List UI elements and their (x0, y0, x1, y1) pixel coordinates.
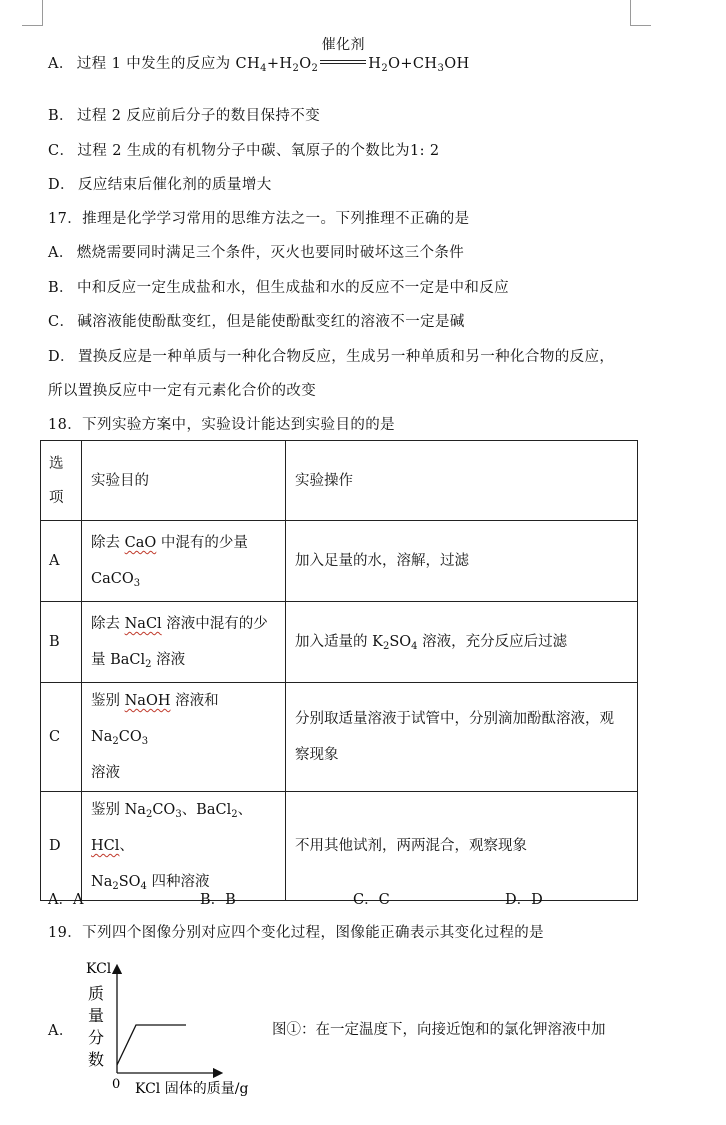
q17-option-d-continued: 所以置换反应中一定有元素化合价的改变 (48, 383, 317, 399)
q19-stem: 19．下列四个图像分别对应四个变化过程，图像能正确表示其变化过程的是 (48, 925, 545, 941)
experiment-table (40, 440, 638, 901)
row-operation: 不用其他试剂，两两混合，观察现象 (286, 792, 638, 901)
q17-option-a (48, 241, 464, 262)
table-row (41, 521, 638, 602)
option-label: B． (48, 280, 74, 296)
catalyst-equal-sign (320, 37, 366, 70)
kcl-mass-fraction-graph (80, 955, 270, 1100)
answer-choice-b[interactable]: B．B (200, 892, 236, 908)
option-label: D． (48, 177, 75, 193)
option-label: C． (48, 143, 75, 159)
row-aim: 除去 CaO 中混有的少量 CaCO$_3$ (82, 521, 286, 602)
table-row (41, 792, 638, 901)
equation-text: O+CH (388, 56, 438, 72)
row-operation: 加入适量的 $K_2SO_4$ 溶液，充分反应后过滤 (286, 602, 638, 683)
subscript: 2 (311, 63, 319, 74)
x-axis-label: KCl 固体的质量/g (135, 1081, 249, 1097)
option-text: 燃烧需要同时满足三个条件，灭火也要同时破坏这三个条件 (76, 245, 465, 261)
y-axis-label-top: KCl (86, 961, 112, 977)
option-text: 碱溶液能使酚酞变红，但是能使酚酞变红的溶液不一定是碱 (77, 314, 465, 330)
y-axis-label-char: 量 (88, 1006, 105, 1025)
option-text: 置换反应是一种单质与一种化合物反应，生成另一种单质和另一种化合物的反应， (77, 349, 615, 365)
page-corner-mark-right (630, 0, 651, 26)
kcl-mass-fraction-curve (117, 1025, 186, 1065)
option-label: A． (48, 56, 74, 72)
equation-text: H (368, 56, 382, 72)
equation-text: 过程 1 中发生的反应为 CH (76, 56, 261, 72)
option-label: C． (48, 314, 75, 330)
row-option: D (41, 792, 82, 901)
q17-option-d (48, 345, 614, 366)
q19-option-a-label: A． (48, 1023, 74, 1039)
row-aim: 除去 NaCl 溶液中混有的少 量 BaCl$_2$ 溶液 (82, 602, 286, 683)
table-row (41, 602, 638, 683)
page-corner-mark-left (22, 0, 43, 26)
table-header-row (41, 441, 638, 521)
y-axis-label-char: 质 (88, 984, 105, 1003)
row-option: C (41, 683, 82, 792)
row-aim: 鉴别 $Na_2CO_3$、BaCl$_2$、HCl、 $Na_2SO_4$ 四种溶液 (82, 792, 286, 901)
y-axis-label-char: 数 (88, 1050, 105, 1069)
table-row (41, 683, 638, 792)
answer-choice-a[interactable]: A．A (48, 892, 84, 908)
q18-stem: 18．下列实验方案中，实验设计能达到实验目的的是 (48, 417, 396, 433)
q17-option-b (48, 276, 509, 297)
option-label: D． (48, 349, 75, 365)
q16-option-b (48, 104, 320, 125)
subscript: 3 (437, 63, 445, 74)
option-label: A． (48, 245, 74, 261)
option-text: 过程 2 反应前后分子的数目保持不变 (76, 108, 321, 124)
equation-text: +H (266, 56, 293, 72)
header-option: 选 项 (41, 441, 82, 521)
y-axis-label-char: 分 (88, 1028, 105, 1047)
q17-option-c (48, 310, 465, 331)
option-text: 过程 2 生成的有机物分子中碳、氧原子的个数比为1: 2 (77, 143, 440, 159)
origin-label: 0 (112, 1077, 121, 1092)
header-operation: 实验操作 (286, 441, 638, 521)
q16-option-a (48, 37, 470, 74)
row-option: A (41, 521, 82, 602)
catalyst-label: 催化剂 (321, 37, 365, 53)
row-operation: 加入足量的水，溶解，过滤 (286, 521, 638, 602)
q17-stem: 17．推理是化学学习常用的思维方法之一。下列推理不正确的是 (48, 211, 470, 227)
q19-option-a-description: 图①：在一定温度下，向接近饱和的氯化钾溶液中加 (272, 1022, 606, 1038)
q16-option-d (48, 173, 272, 194)
subscript: 2 (292, 63, 300, 74)
subscript: 2 (381, 63, 389, 74)
option-text: 中和反应一定生成盐和水，但生成盐和水的反应不一定是中和反应 (76, 280, 510, 296)
q16-option-c (48, 139, 440, 160)
answer-choice-d[interactable]: D．D (505, 892, 543, 908)
row-aim: 鉴别 NaOH 溶液和 $Na_2CO_3$ 溶液 (82, 683, 286, 792)
equation-text: OH (444, 56, 470, 72)
option-text: 反应结束后催化剂的质量增大 (77, 177, 272, 193)
subscript: 4 (260, 63, 267, 74)
header-aim: 实验目的 (82, 441, 286, 521)
row-option: B (41, 602, 82, 683)
answer-choice-c[interactable]: C．C (353, 892, 390, 908)
equation-text: O (299, 56, 312, 72)
row-operation: 分别取适量溶液于试管中，分别滴加酚酞溶液，观 察现象 (286, 683, 638, 792)
q18-answer-choices (48, 888, 608, 908)
option-label: B． (48, 108, 74, 124)
